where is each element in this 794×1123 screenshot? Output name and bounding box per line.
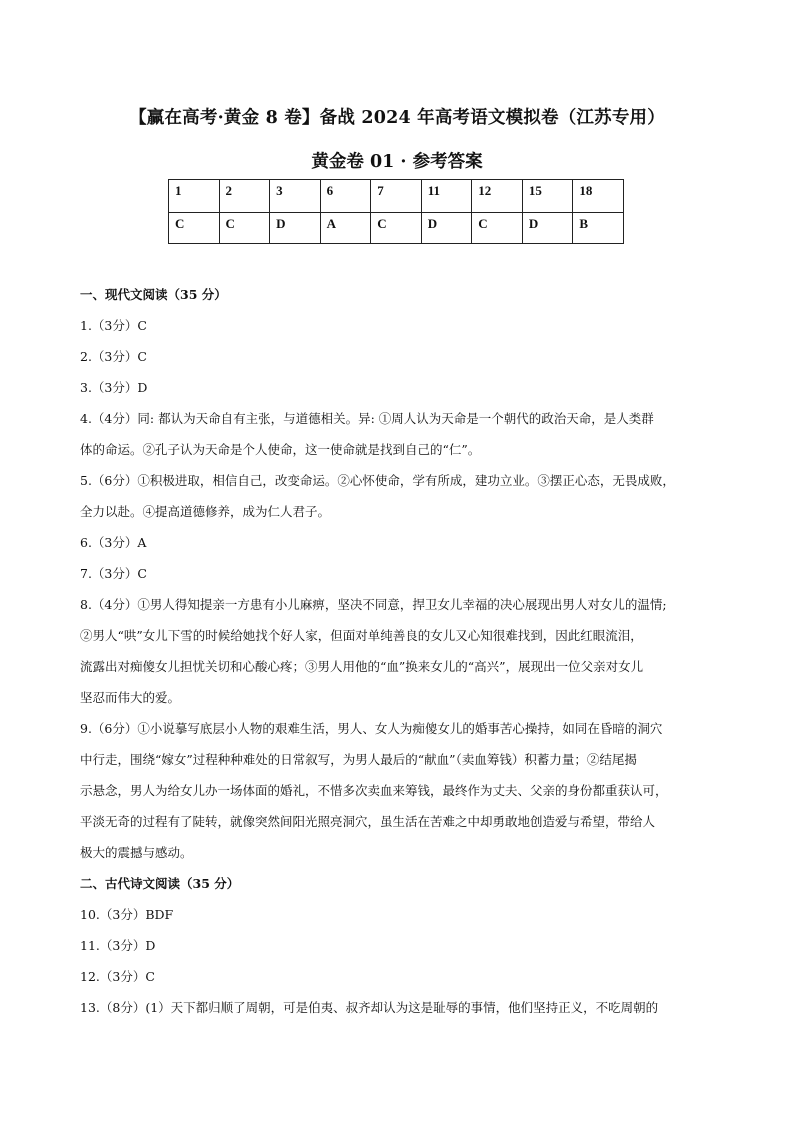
answer-item-line: 4.（4分）同: 都认为天命自有主张，与道德相关。异: ①周人认为天命是一个朝代的政治天命，是人类群 — [80, 411, 654, 426]
answer-cell: C — [169, 213, 220, 244]
document-title: 【赢在高考·黄金 8 卷】备战 2024 年高考语文模拟卷（江苏专用） — [129, 108, 665, 128]
answer-cell: C — [472, 213, 523, 244]
question-number-cell: 3 — [270, 180, 321, 213]
answer-item: 10.（3分）BDF — [80, 907, 174, 922]
answer-key-table — [168, 179, 624, 244]
section-heading-modern-reading: 一、现代文阅读（35 分） — [80, 287, 227, 302]
answer-cell: C — [219, 213, 270, 244]
question-number-cell: 12 — [472, 180, 523, 213]
question-number-cell: 18 — [573, 180, 624, 213]
answer-item: 1.（3分）C — [80, 318, 147, 333]
section-heading-classical-reading: 二、古代诗文阅读（35 分） — [80, 876, 240, 891]
answer-item: 3.（3分）D — [80, 380, 148, 395]
answer-item-line: 极大的震撼与感动。 — [80, 845, 193, 860]
question-number-cell: 15 — [522, 180, 573, 213]
answer-cell: D — [270, 213, 321, 244]
question-number-cell: 6 — [320, 180, 371, 213]
answer-item-line: 5.（6分）①积极进取，相信自己，改变命运。②心怀使命，学有所成，建功立业。③摆正心态，无畏成败， — [80, 473, 675, 488]
answer-item-line: ②男人“哄”女儿下雪的时候给她找个好人家，但面对单纯善良的女儿又心知很难找到，因此红眼流泪， — [80, 628, 643, 643]
answer-item-line: 平淡无奇的过程有了陡转，就像突然间阳光照亮洞穴，虽生活在苦难之中却勇敢地创造爱与希望，带给人 — [80, 814, 656, 829]
answer-content — [80, 279, 736, 1023]
question-number-cell: 2 — [219, 180, 270, 213]
answer-item: 7.（3分）C — [80, 566, 147, 581]
answer-item-line: 13.（8分）(1）天下都归顺了周朝，可是伯夷、叔齐却认为这是耻辱的事情，他们坚持正义，不吃周朝的 — [80, 1000, 659, 1015]
question-number-row — [169, 180, 624, 213]
question-number-cell: 11 — [421, 180, 472, 213]
answer-item-line: 中行走，围绕“嫁女”过程种种难处的日常叙写，为男人最后的“献血”（卖血筹钱）积蓄力量；②结尾揭 — [80, 752, 637, 767]
answer-item-line: 流露出对痴傻女儿担忧关切和心酸心疼；③男人用他的“血”换来女儿的“高兴”，展现出一位父亲对女儿 — [80, 659, 644, 674]
question-number-cell: 7 — [371, 180, 422, 213]
answer-item-line: 体的命运。②孔子认为天命是个人使命，这一使命就是找到自己的“仁”。 — [80, 442, 481, 457]
answer-cell: C — [371, 213, 422, 244]
answer-item-line: 全力以赴。④提高道德修养，成为仁人君子。 — [80, 504, 331, 519]
answer-item-line: 9.（6分）①小说摹写底层小人物的艰难生活，男人、女人为痴傻女儿的婚事苦心操持，如同在昏暗的洞穴 — [80, 721, 663, 736]
answer-cell: D — [421, 213, 472, 244]
answer-row — [169, 213, 624, 244]
document-subtitle: 黄金卷 01 · 参考答案 — [311, 152, 483, 172]
answer-item-line: 示悬念，男人为给女儿办一场体面的婚礼，不惜多次卖血来筹钱，最终作为丈夫、父亲的身份都重获认可， — [80, 783, 668, 798]
answer-item: 6.（3分）A — [80, 535, 147, 550]
answer-item: 12.（3分）C — [80, 969, 155, 984]
answer-item-line: 8.（4分）①男人得知提亲一方患有小儿麻痹，坚决不同意，捍卫女儿幸福的决心展现出男人对女儿的温情; — [80, 597, 667, 612]
answer-item-line: 坚忍而伟大的爱。 — [80, 690, 181, 705]
answer-cell: B — [573, 213, 624, 244]
answer-cell: D — [522, 213, 573, 244]
question-number-cell: 1 — [169, 180, 220, 213]
answer-item: 11.（3分）D — [80, 938, 156, 953]
answer-cell: A — [320, 213, 371, 244]
answer-item: 2.（3分）C — [80, 349, 147, 364]
